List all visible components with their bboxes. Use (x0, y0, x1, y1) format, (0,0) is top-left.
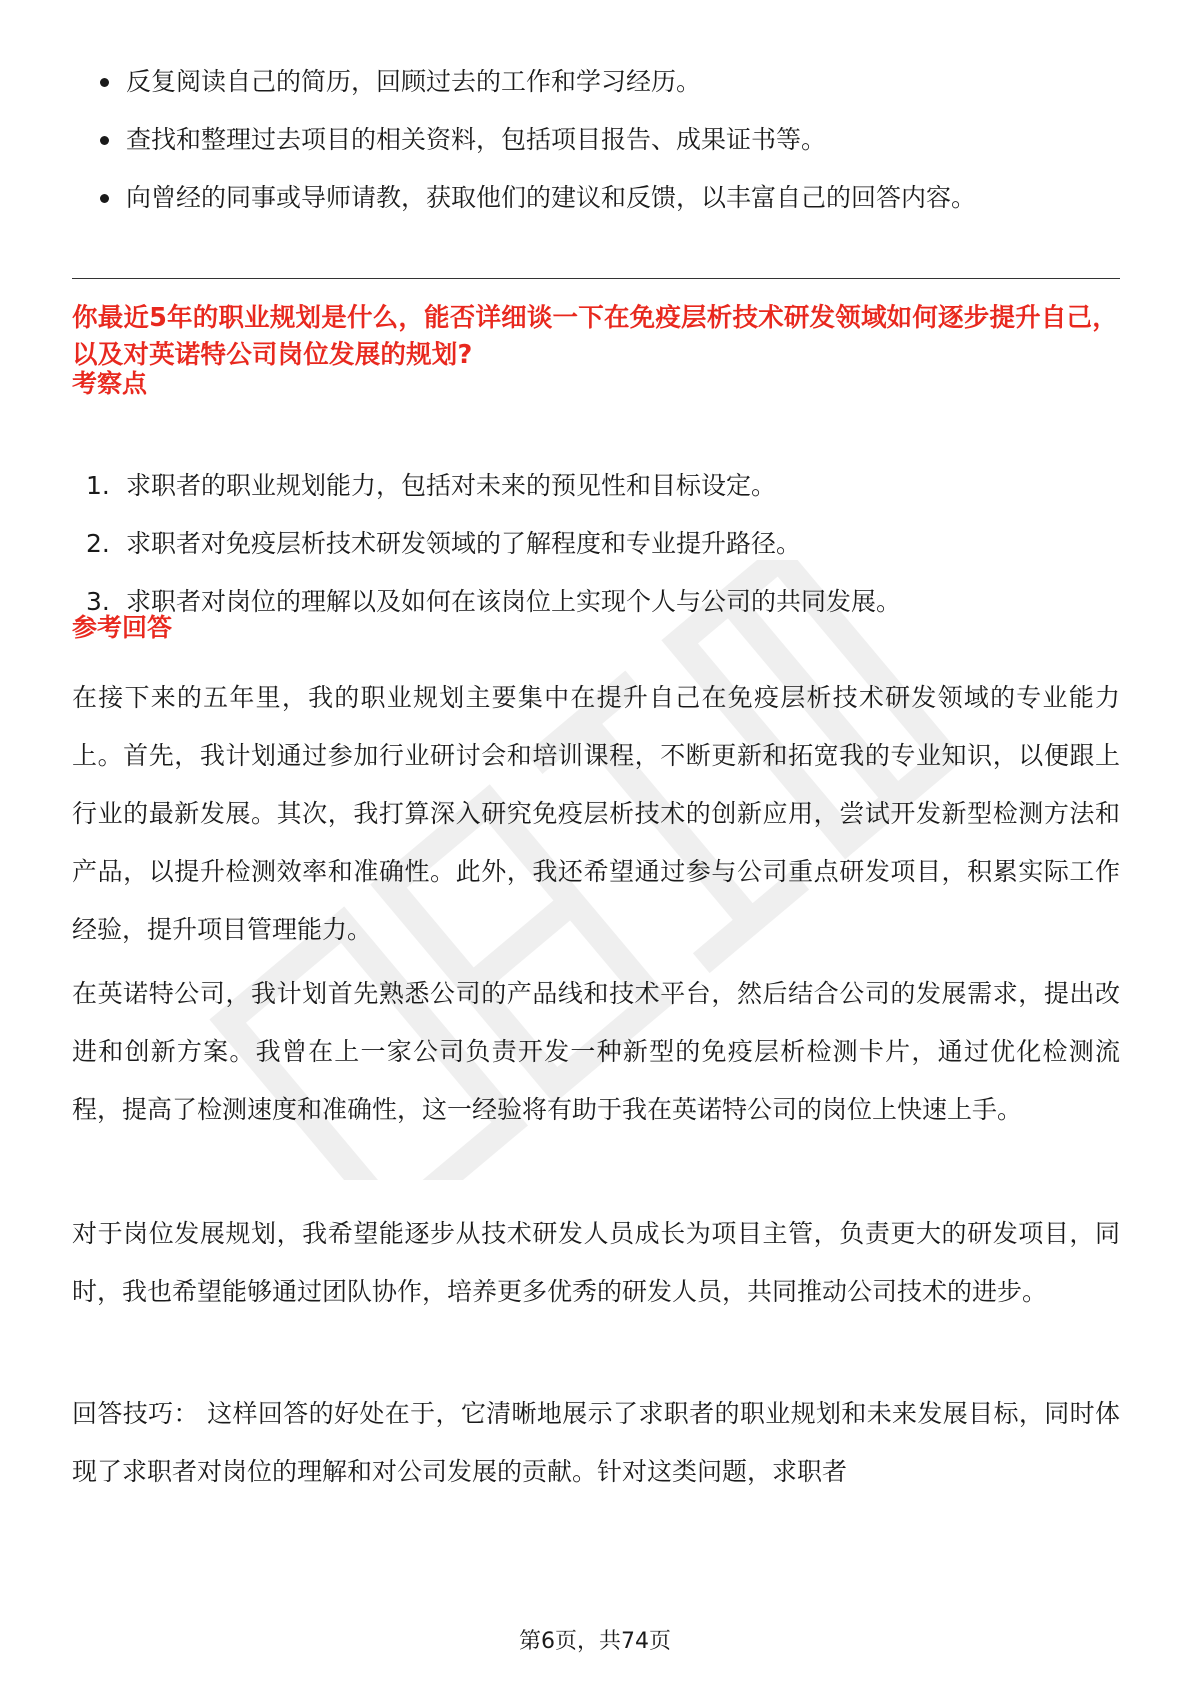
answer-paragraph: 对于岗位发展规划，我希望能逐步从技术研发人员成长为项目主管，负责更大的研发项目，同时，我也希望能够通过团队协作，培养更多优秀的研发人员，共同推动公司技术的进步。 (72, 1219, 1120, 1306)
page-number-footer: 第6页，共74页 (519, 1629, 671, 1654)
list-item (72, 122, 1120, 158)
bullet-text: 向曾经的同事或导师请教，获取他们的建议和反馈，以丰富自己的回答内容。 (126, 183, 977, 212)
item-text: 求职者对岗位的理解以及如何在该岗位上实现个人与公司的共同发展。 (126, 587, 902, 616)
bullet-text: 查找和整理过去项目的相关资料，包括项目报告、成果证书等。 (126, 125, 827, 154)
bullet-icon (100, 78, 109, 87)
list-item (72, 64, 1120, 100)
section-divider (72, 278, 1120, 279)
tips-bullet-list (72, 64, 1120, 238)
list-item (72, 180, 1120, 216)
item-number: 1. (86, 471, 110, 500)
answer-paragraph: 在英诺特公司，我计划首先熟悉公司的产品线和技术平台，然后结合公司的发展需求，提出改进和创新方案。我曾在上一家公司负责开发一种新型的免疫层析检测卡片，通过优化检测流程，提高了检测速度和准确性，这一经验将有助于我在英诺特公司的岗位上快速上手。 (72, 979, 1120, 1124)
list-item (72, 584, 1120, 620)
document-page (72, 0, 1120, 1684)
assessment-heading: 考察点 (72, 369, 148, 398)
assessment-list (72, 468, 1120, 642)
question-title: 你最近5年的职业规划是什么，能否详细谈一下在免疫层析技术研发领域如何逐步提升自己，以及对英诺特公司岗位发展的规划? (72, 303, 1118, 370)
bullet-icon (100, 136, 109, 145)
list-item (72, 526, 1120, 562)
answer-heading: 参考回答 (72, 613, 173, 642)
bullet-icon (100, 194, 109, 203)
answer-paragraph: 在接下来的五年里，我的职业规划主要集中在提升自己在免疫层析技术研发领域的专业能力上。首先，我计划通过参加行业研讨会和培训课程，不断更新和拓宽我的专业知识，以便跟上行业的最新发展。其次，我打算深入研究免疫层析技术的创新应用，尝试开发新型检测方法和产品，以提升检测效率和准确性。此外，我还希望通过参与公司重点研发项目，积累实际工作经验，提升项目管理能力。 (72, 683, 1120, 944)
answer-tips-paragraph: 回答技巧： 这样回答的好处在于，它清晰地展示了求职者的职业规划和未来发展目标，同时体现了求职者对岗位的理解和对公司发展的贡献。针对这类问题，求职者 (72, 1399, 1120, 1486)
item-text: 求职者的职业规划能力，包括对未来的预见性和目标设定。 (126, 471, 777, 500)
item-number: 2. (86, 529, 110, 558)
item-text: 求职者对免疫层析技术研发领域的了解程度和专业提升路径。 (126, 529, 802, 558)
list-item (72, 468, 1120, 504)
bullet-text: 反复阅读自己的简历，回顾过去的工作和学习经历。 (126, 67, 702, 96)
item-number: 3. (86, 587, 110, 616)
